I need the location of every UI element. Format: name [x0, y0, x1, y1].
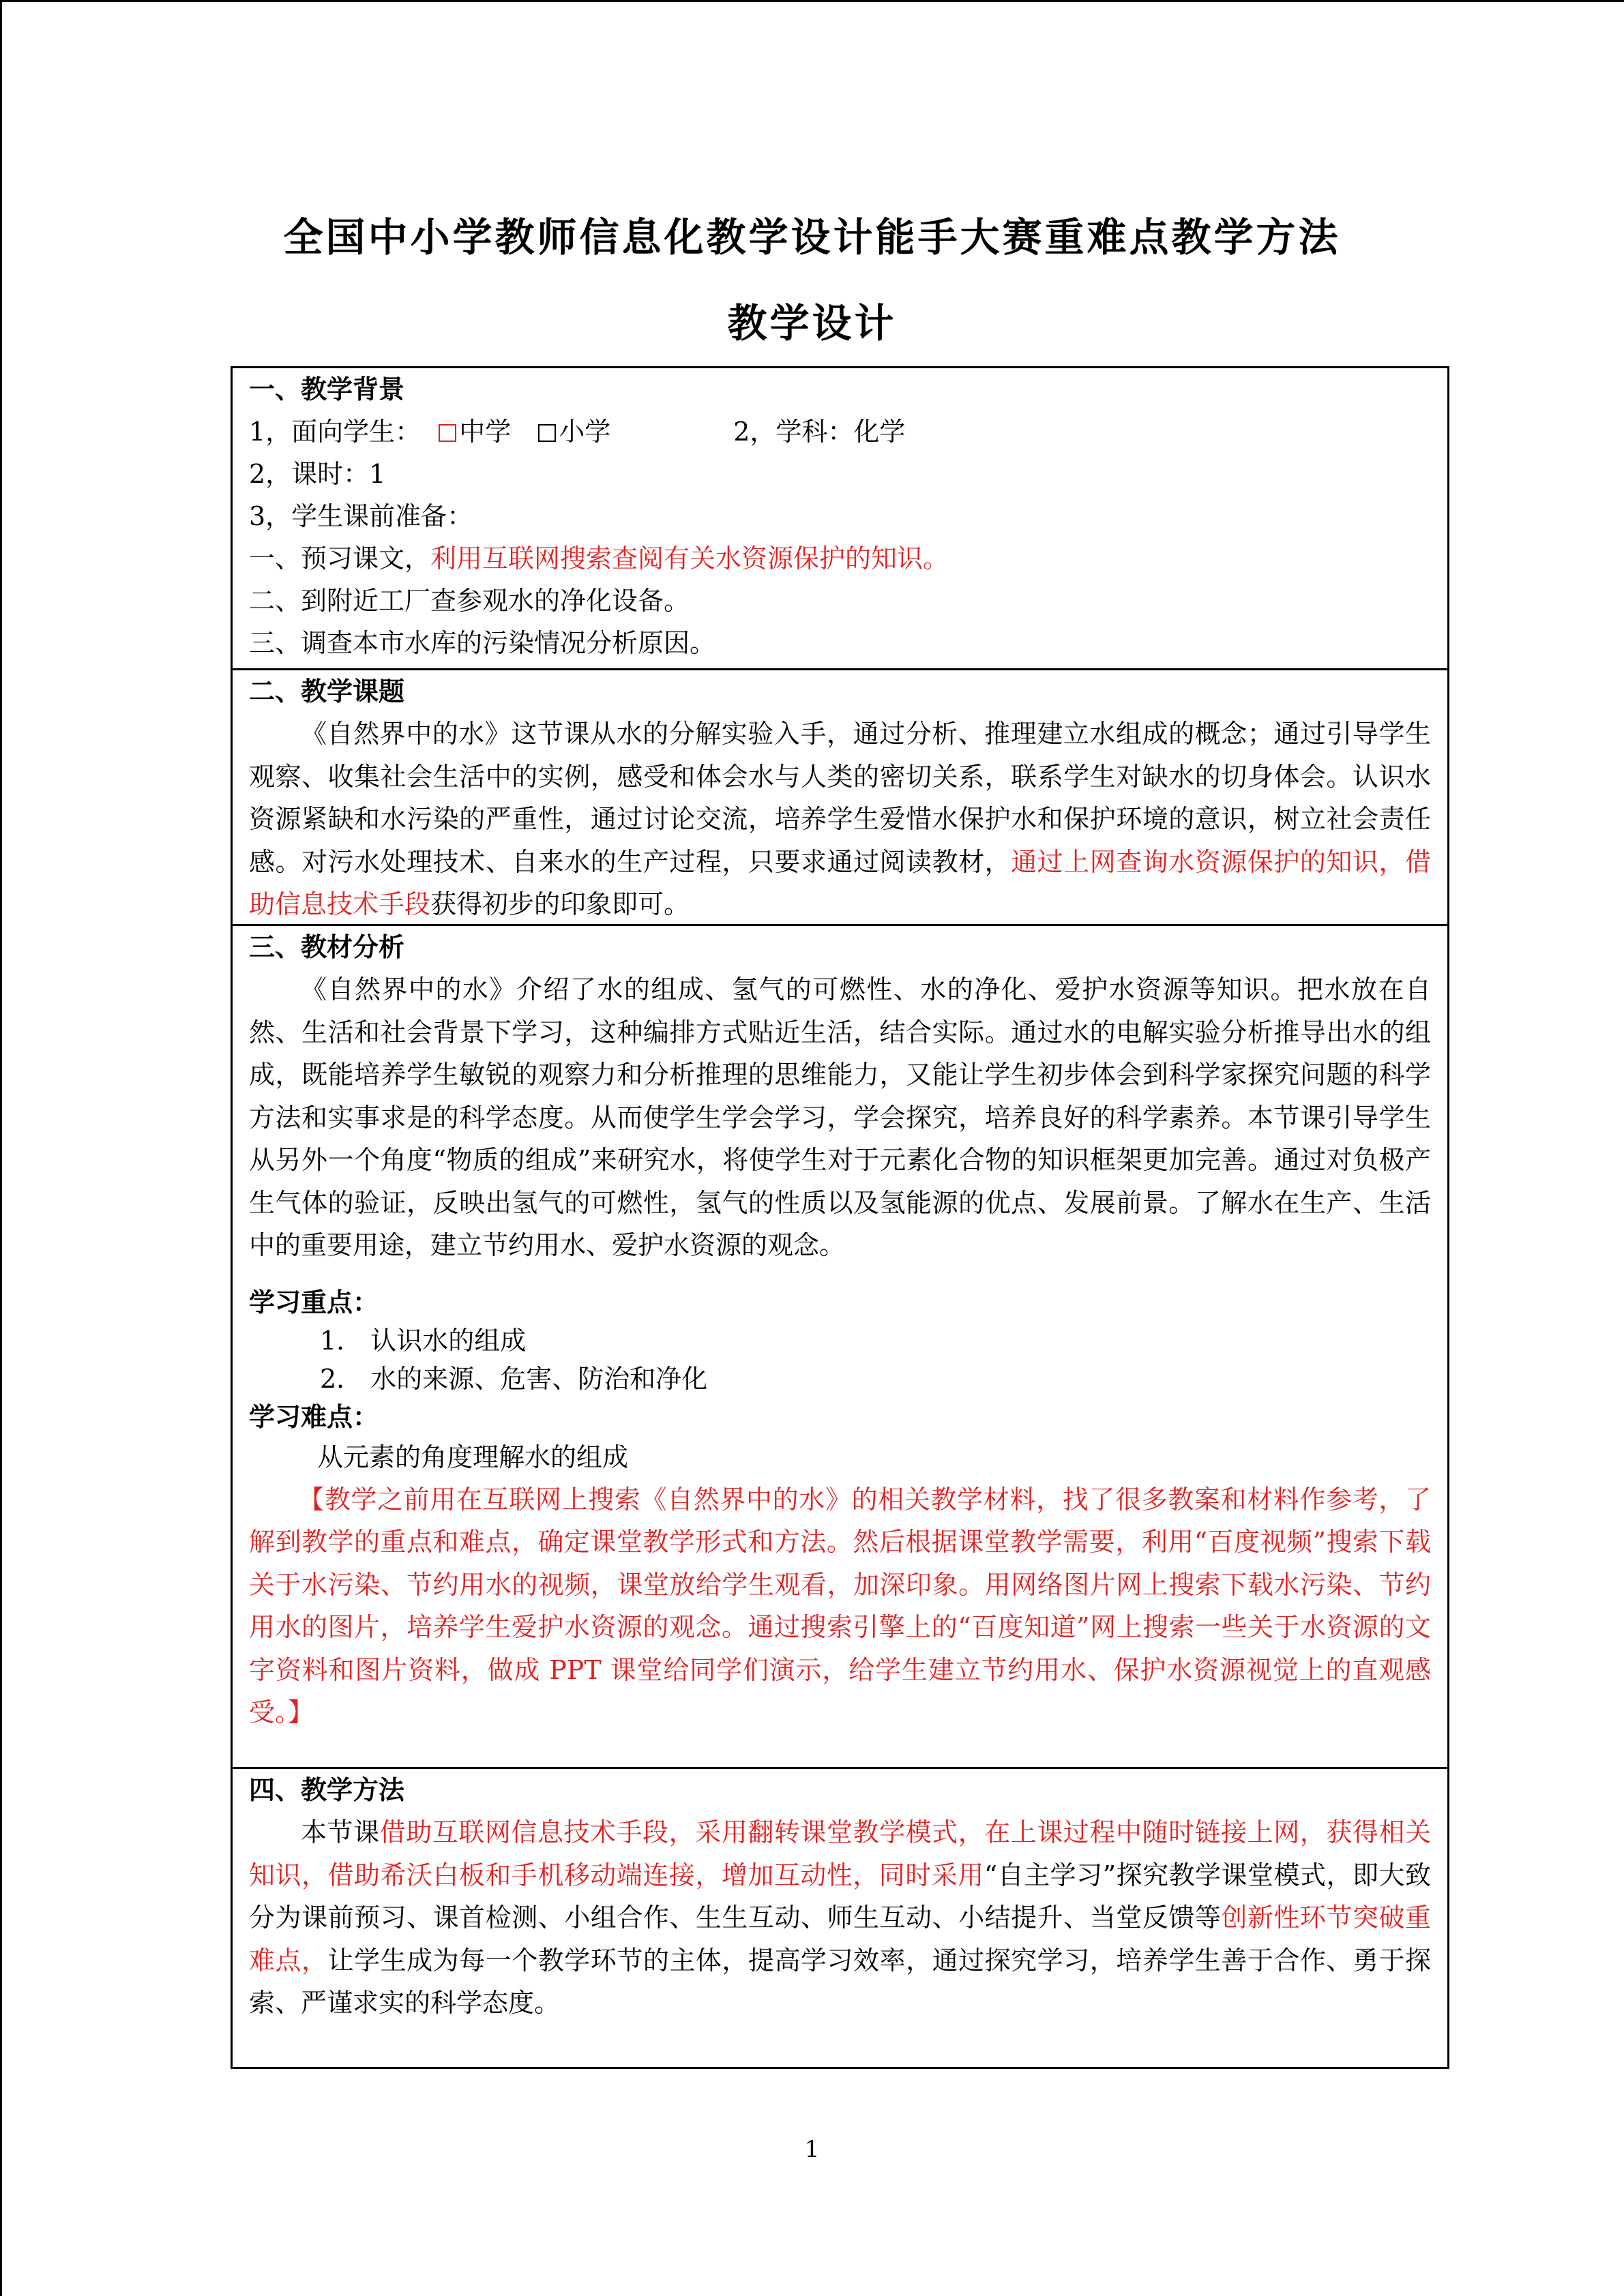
audience-row — [249, 411, 1431, 453]
primary-school-checkbox[interactable] — [538, 424, 556, 442]
topic-highlight: 通过上网查询水资源保护的知识，借助信息技术手段 — [249, 846, 1431, 919]
section-background — [233, 368, 1447, 668]
subject-label: 2，学科：化学 — [733, 417, 906, 447]
middle-school-checkbox[interactable] — [439, 424, 456, 442]
key-point-item: 1． 认识水的组成 — [320, 1325, 527, 1356]
method-text: 让学生成为每一个教学环节的主体，提高学习效率，通过探究学习，培养学生善于合作、勇于探索、严谨求实的科学态度。 — [249, 1945, 1431, 2018]
prep-item — [249, 537, 1431, 580]
middle-school-label: 中学 — [459, 417, 512, 447]
prep-item: 三、调查本市水库的污染情况分析原因。 — [249, 628, 716, 658]
prep-item-text: 一、预习课文， — [249, 543, 431, 573]
section-heading: 二、教学课题 — [249, 676, 405, 706]
design-table — [231, 366, 1449, 2069]
prep-label: 3，学生课前准备： — [249, 501, 473, 531]
method-highlight: 借助互联网信息技术手段，采用翻转课堂教学模式，在上课过程中随时链接上网，获得相关知识，借助希沃白板和手机移动端连接，增加互动性，同时采用 — [249, 1817, 1431, 1890]
section-teaching-method — [233, 1767, 1447, 2067]
analysis-paragraph: 《自然界中的水》介绍了水的组成、氢气的可燃性、水的净化、爱护水资源等知识。把水放在自然、生活和社会背景下学习，这种编排方式贴近生活，结合实际。通过水的电解实验分析推导出水的组成，既能培养学生敏锐的观察力和分析推理的思维能力，又能让学生初步体会到科学家探究问题的科学方法和实事求是的科学态度。从而使学生学会学习，学会探究，培养良好的科学素养。本节课引导学生从另外一个角度“物质的组成”来研究水，将使学生对于元素化合物的知识框架更加完善。通过对负极产生气体的验证，反映出氢气的可燃性，氢气的性质以及氢能源的优点、发展前景。了解水在生产、生活中的重要用途，建立节约用水、爱护水资源的观念。 — [249, 974, 1431, 1260]
hours-row: 2，课时：1 — [249, 459, 386, 489]
section-heading: 三、教材分析 — [249, 931, 405, 962]
difficulty-label: 学习难点： — [249, 1401, 379, 1432]
key-points-label: 学习重点： — [249, 1286, 379, 1317]
resource-note: 【教学之前用在互联网上搜索《自然界中的水》的相关教学材料，找了很多教案和材料作参考，了解到教学的重点和难点，确定课堂教学形式和方法。然后根据课堂教学需要，利用“百度视频”搜索下载关于水污染、节约用水的视频，课堂放给学生观看，加深印象。用网络图片网上搜索下载水污染、节约用水的图片，培养学生爱护水资源的观念。通过搜索引擎上的“百度知道”网上搜索一些关于水资源的文字资料和图片资料，做成 PPT 课堂给同学们演示，给学生建立节约用水、保护水资源视觉上的直观感受。】 — [249, 1484, 1431, 1727]
primary-school-label: 小学 — [559, 417, 611, 447]
section-topic — [233, 668, 1447, 924]
section-heading: 四、教学方法 — [249, 1774, 405, 1805]
page-number: 1 — [804, 2136, 820, 2163]
document-title: 全国中小学教师信息化教学设计能手大赛重难点教学方法 — [283, 214, 1341, 260]
audience-label: 1，面向学生： — [249, 417, 422, 447]
key-point-item: 2． 水的来源、危害、防治和净化 — [320, 1363, 708, 1394]
topic-text-tail: 获得初步的印象即可。 — [430, 889, 690, 919]
topic-paragraph — [249, 713, 1431, 926]
method-text: “自主学习”探究教学课堂模式，即大致分为课前预习、课首检测、小组合作、生生互动、师生互动、小结提升、当堂反馈等 — [249, 1860, 1431, 1933]
topic-text: 《自然界中的水》这节课从水的分解实验入手，通过分析、推理建立水组成的概念；通过引导学生观察、收集社会生活中的实例，感受和体会水与人类的密切关系，联系学生对缺水的切身体会。认识水资源紧缺和水污染的严重性，通过讨论交流，培养学生爱惜水保护水和保护环境的意识，树立社会责任感。对污水处理技术、自来水的生产过程，只要求通过阅读教材， — [249, 719, 1431, 877]
method-text: 本节课 — [301, 1817, 380, 1847]
section-material-analysis — [233, 924, 1447, 1767]
prep-item-highlight: 利用互联网搜索查阅有关水资源保护的知识。 — [430, 543, 949, 573]
document-subtitle: 教学设计 — [727, 300, 897, 346]
method-paragraph — [249, 1811, 1431, 2025]
method-highlight: 创新性环节突破重难点， — [249, 1903, 1431, 1976]
section-heading: 一、教学背景 — [249, 374, 405, 404]
difficulty-item: 从元素的角度理解水的组成 — [317, 1442, 629, 1472]
prep-item: 二、到附近工厂查参观水的净化设备。 — [249, 586, 690, 616]
